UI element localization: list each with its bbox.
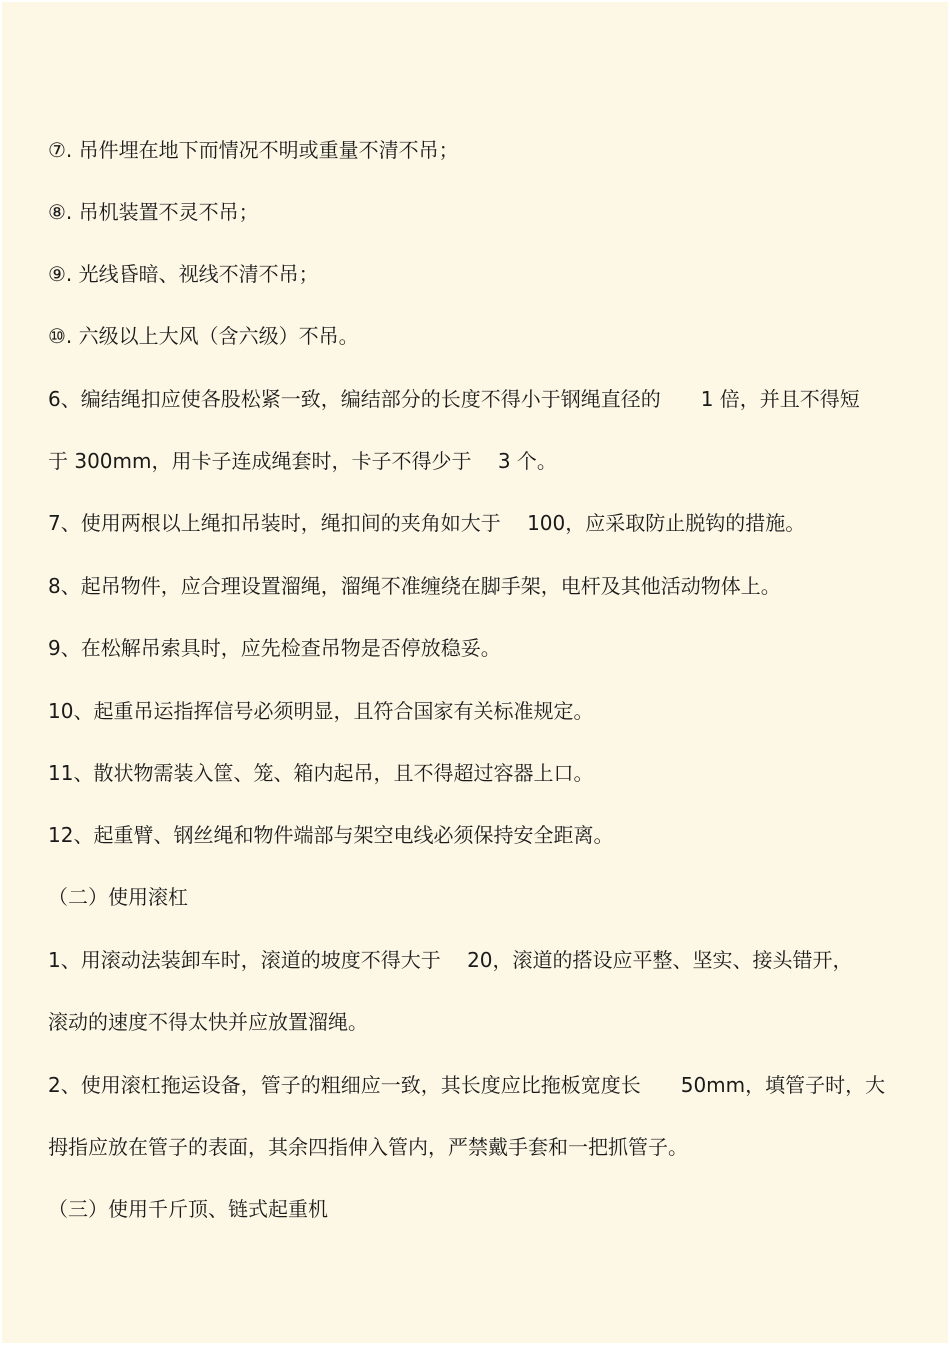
document-page [2, 2, 948, 1343]
item-11-bulk-material: 11、散状物需装入筐、笼、箱内起吊，且不得超过容器上口。 [48, 761, 594, 785]
item-12-power-line-distance: 12、起重臂、钢丝绳和物件端部与架空电线必须保持安全距离。 [48, 823, 614, 847]
item-9-release-rigging: 9、在松解吊索具时，应先检查吊物是否停放稳妥。 [48, 636, 501, 660]
item-8-tag-line: 8、起吊物件，应合理设置溜绳，溜绳不准缠绕在脚手架，电杆及其他活动物体上。 [48, 574, 781, 598]
roller-item-1-slope: 1、用滚动法装卸车时，滚道的坡度不得大于 20，滚道的搭设应平整、坚实、接头错开， [48, 948, 853, 972]
roller-item-1-continued: 滚动的速度不得太快并应放置溜绳。 [48, 1010, 368, 1034]
item-6-rope-splice: 6、编结绳扣应使各股松紧一致，编结部分的长度不得小于钢绳直径的 1 倍，并且不得短 [48, 387, 860, 411]
roller-item-2-pipes: 2、使用滚杠拖运设备，管子的粗细应一致，其长度应比拖板宽度长 50mm，填管子时，大 [48, 1073, 886, 1097]
item-10-signals: 10、起重吊运指挥信号必须明显，且符合国家有关标准规定。 [48, 699, 594, 723]
section-heading-rollers: （二）使用滚杠 [48, 885, 188, 909]
rule-line-10-strong-wind: ⑩. 六级以上大风（含六级）不吊。 [48, 324, 359, 348]
rule-line-8-hoist-device: ⑧. 吊机装置不灵不吊； [48, 200, 259, 224]
rule-line-9-dim-light: ⑨. 光线昏暗、视线不清不吊； [48, 262, 319, 286]
rule-line-7-buried-load: ⑦. 吊件埋在地下而情况不明或重量不清不吊； [48, 138, 459, 162]
section-heading-jacks-chain-hoist: （三）使用千斤顶、链式起重机 [48, 1197, 328, 1221]
item-6-rope-splice-continued: 于 300mm，用卡子连成绳套时，卡子不得少于 3 个。 [48, 449, 557, 473]
item-7-sling-angle: 7、使用两根以上绳扣吊装时，绳扣间的夹角如大于 100，应采取防止脱钩的措施。 [48, 511, 806, 535]
roller-item-2-continued: 拇指应放在管子的表面，其余四指伸入管内，严禁戴手套和一把抓管子。 [48, 1135, 688, 1159]
